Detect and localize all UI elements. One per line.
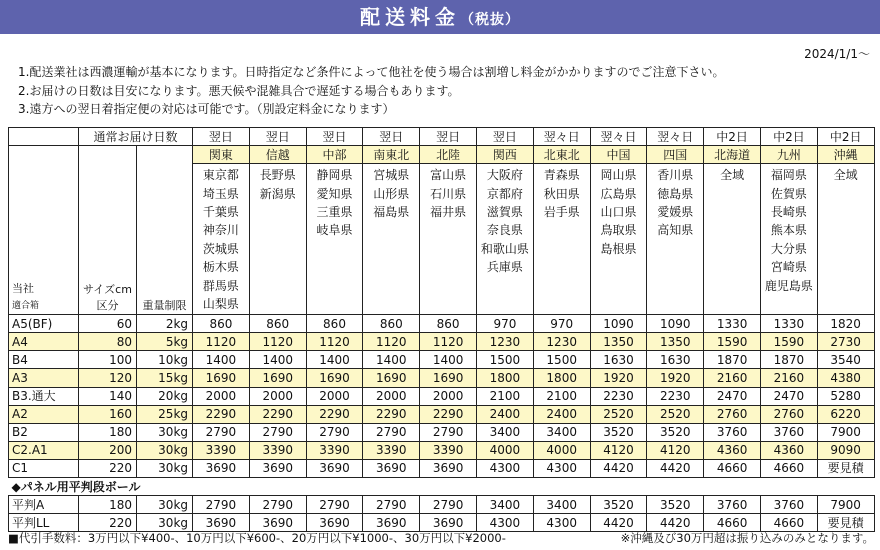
prefecture: 埼玉県	[202, 186, 239, 201]
panel-section-row	[9, 478, 875, 496]
rate-row	[9, 441, 875, 459]
prefecture: 熊本県	[770, 223, 807, 238]
price: 2790	[193, 423, 250, 441]
price: 970	[477, 315, 534, 333]
price: 3690	[249, 459, 306, 477]
weight-limit: 30kg	[137, 514, 193, 532]
weight-limit: 30kg	[137, 459, 193, 477]
region-name: 南東北	[363, 146, 420, 164]
prefecture: 山形県	[373, 186, 410, 201]
price: 1800	[477, 369, 534, 387]
price: 9090	[817, 441, 874, 459]
prefecture: 長崎県	[770, 205, 807, 219]
price: 2000	[249, 387, 306, 405]
price: 4300	[533, 459, 590, 477]
price: 1330	[704, 315, 761, 333]
box-header	[9, 146, 79, 315]
okinawa-note: ※沖縄及び30万円超は振り込みのみとなります。	[620, 531, 874, 545]
box-type: B4	[9, 351, 79, 369]
panel-section-title: ◆パネル用平判段ボール	[9, 478, 875, 496]
price: 2100	[533, 387, 590, 405]
prefecture-list	[363, 164, 420, 315]
price: 3390	[193, 441, 250, 459]
price: 4380	[817, 369, 874, 387]
region-name: 北東北	[533, 146, 590, 164]
cod-fee-note: ■代引手数料：3万円以下¥400-、10万円以下¥600-、20万円以下¥1000-、30万円以下¥2000-	[8, 531, 506, 545]
price: 2790	[363, 496, 420, 514]
price: 2520	[647, 405, 704, 423]
prefecture: 新潟県	[259, 186, 296, 201]
size-class: 220	[79, 514, 137, 532]
prefecture: 和歌山県	[480, 241, 529, 256]
price: 4420	[647, 514, 704, 532]
weight-limit: 30kg	[137, 496, 193, 514]
prefecture: 長野県	[259, 168, 296, 183]
size-class: 60	[79, 315, 137, 333]
prefecture: 島根県	[600, 241, 637, 256]
price: 2790	[420, 496, 477, 514]
box-type: 平判A	[9, 496, 79, 514]
price: 2290	[420, 405, 477, 423]
delivery-days: 翌々日	[590, 128, 647, 146]
price: 1870	[760, 351, 817, 369]
price: 2160	[704, 369, 761, 387]
prefecture: 鳥取県	[600, 223, 637, 238]
price: 1630	[647, 351, 704, 369]
price: 3690	[420, 459, 477, 477]
prefecture-list	[704, 164, 761, 315]
size-class: 180	[79, 423, 137, 441]
weight-limit: 25kg	[137, 405, 193, 423]
prefecture: 岡山県	[600, 168, 637, 183]
price: 1090	[647, 315, 704, 333]
price: 1230	[533, 333, 590, 351]
price: 7900	[817, 423, 874, 441]
prefecture-list	[306, 164, 363, 315]
size-class: 100	[79, 351, 137, 369]
price: 3690	[193, 459, 250, 477]
price: 4300	[477, 514, 534, 532]
prefecture: 全域	[833, 168, 858, 183]
price: 860	[249, 315, 306, 333]
price: 3400	[477, 496, 534, 514]
effective-date: 2024/1/1～	[804, 47, 870, 61]
prefecture: 富山県	[430, 168, 467, 183]
price: 3390	[363, 441, 420, 459]
size-class: 80	[79, 333, 137, 351]
prefecture: 愛媛県	[657, 205, 694, 219]
region-name: 中国	[590, 146, 647, 164]
shipping-rate-table	[8, 127, 875, 532]
region-name: 九州	[760, 146, 817, 164]
price: 6220	[817, 405, 874, 423]
region-name: 中部	[306, 146, 363, 164]
price: 3520	[647, 423, 704, 441]
price: 2790	[249, 496, 306, 514]
price: 3690	[249, 514, 306, 532]
price: 2290	[249, 405, 306, 423]
price: 4120	[590, 441, 647, 459]
delivery-days: 中2日	[817, 128, 874, 146]
price: 1120	[193, 333, 250, 351]
price: 2290	[363, 405, 420, 423]
rate-row	[9, 333, 875, 351]
price: 4000	[477, 441, 534, 459]
delivery-days: 中2日	[760, 128, 817, 146]
delivery-days: 翌日	[249, 128, 306, 146]
price: 1350	[647, 333, 704, 351]
prefecture: 秋田県	[543, 186, 580, 201]
price: 4660	[704, 514, 761, 532]
prefecture-list	[193, 164, 250, 315]
price: 1920	[590, 369, 647, 387]
weight-limit: 30kg	[137, 441, 193, 459]
price: 970	[533, 315, 590, 333]
prefecture: 大阪府	[486, 168, 523, 183]
page-title-bar	[0, 0, 880, 34]
price: 860	[193, 315, 250, 333]
price: 2000	[306, 387, 363, 405]
price: 2470	[704, 387, 761, 405]
price: 2290	[193, 405, 250, 423]
price: 860	[363, 315, 420, 333]
price: 3400	[533, 423, 590, 441]
region-name: 関東	[193, 146, 250, 164]
days-label: 通常お届け日数	[79, 128, 193, 146]
price: 2790	[249, 423, 306, 441]
prefecture: 山梨県	[202, 297, 239, 312]
note-3: 3.遠方への翌日着指定便の対応は可能です。（別設定料金になります）	[18, 102, 395, 116]
prefecture: 徳島県	[657, 186, 694, 201]
prefecture: 神奈川	[202, 223, 239, 238]
corner-cell	[9, 128, 79, 146]
weight-limit: 5kg	[137, 333, 193, 351]
price: 1400	[193, 351, 250, 369]
price: 4300	[533, 514, 590, 532]
price: 4660	[704, 459, 761, 477]
price: 1120	[420, 333, 477, 351]
weight-limit: 15kg	[137, 369, 193, 387]
size-class: 140	[79, 387, 137, 405]
region-name: 信越	[249, 146, 306, 164]
price: 要見積	[817, 459, 874, 477]
prefecture: 福岡県	[770, 168, 807, 183]
rate-row	[9, 387, 875, 405]
size-class: 220	[79, 459, 137, 477]
delivery-days: 翌日	[477, 128, 534, 146]
prefecture: 高知県	[657, 223, 694, 238]
price: 2790	[306, 496, 363, 514]
price: 1400	[306, 351, 363, 369]
rate-row	[9, 351, 875, 369]
price: 2290	[306, 405, 363, 423]
prefecture-list	[420, 164, 477, 315]
price: 4660	[760, 514, 817, 532]
region-name: 北海道	[704, 146, 761, 164]
prefecture: 兵庫県	[486, 260, 523, 275]
price: 2230	[590, 387, 647, 405]
prefecture-list	[249, 164, 306, 315]
prefecture: 宮城県	[373, 168, 410, 183]
prefecture-list	[760, 164, 817, 315]
size-label: サイズcm	[83, 283, 132, 297]
price: 1230	[477, 333, 534, 351]
region-name: 北陸	[420, 146, 477, 164]
weight-limit: 20kg	[137, 387, 193, 405]
price: 3690	[420, 514, 477, 532]
size-class: 120	[79, 369, 137, 387]
delivery-days: 翌日	[306, 128, 363, 146]
price: 1120	[306, 333, 363, 351]
prefecture: 千葉県	[202, 205, 239, 219]
price: 1870	[704, 351, 761, 369]
price: 2230	[647, 387, 704, 405]
prefecture: 全域	[720, 168, 745, 183]
price: 3690	[363, 514, 420, 532]
price: 3760	[704, 423, 761, 441]
price: 3690	[193, 514, 250, 532]
prefecture: 福島県	[373, 205, 410, 219]
box-type: A3	[9, 369, 79, 387]
price: 5280	[817, 387, 874, 405]
page-subtitle: （税抜）	[460, 12, 520, 28]
prefecture: 大分県	[770, 241, 807, 256]
notes	[18, 63, 725, 119]
page-title: 配送料金	[360, 5, 460, 29]
box-type: A2	[9, 405, 79, 423]
price: 2470	[760, 387, 817, 405]
box-type: C1	[9, 459, 79, 477]
price: 3390	[306, 441, 363, 459]
footer	[8, 530, 874, 546]
price: 1500	[533, 351, 590, 369]
price: 2790	[420, 423, 477, 441]
weight-limit: 30kg	[137, 423, 193, 441]
price: 1330	[760, 315, 817, 333]
price: 3390	[249, 441, 306, 459]
price: 3520	[590, 496, 647, 514]
price: 3400	[477, 423, 534, 441]
price: 2000	[363, 387, 420, 405]
box-type: A5(BF)	[9, 315, 79, 333]
price: 860	[420, 315, 477, 333]
prefecture: 山口県	[600, 205, 637, 219]
price: 3690	[306, 514, 363, 532]
price: 1690	[249, 369, 306, 387]
prefecture: 香川県	[657, 168, 694, 183]
prefecture: 栃木県	[202, 260, 239, 275]
prefecture: 三重県	[316, 205, 353, 219]
prefecture: 茨城県	[202, 241, 239, 256]
price: 2400	[477, 405, 534, 423]
price: 3690	[306, 459, 363, 477]
price: 3760	[704, 496, 761, 514]
price: 4420	[590, 459, 647, 477]
price: 2790	[363, 423, 420, 441]
price: 4120	[647, 441, 704, 459]
price: 1350	[590, 333, 647, 351]
region-name: 関西	[477, 146, 534, 164]
price: 3390	[420, 441, 477, 459]
price: 1690	[306, 369, 363, 387]
prefecture: 石川県	[430, 186, 467, 201]
prefecture: 広島県	[600, 186, 637, 201]
prefecture: 奈良県	[486, 223, 523, 238]
size-class: 160	[79, 405, 137, 423]
price: 2790	[193, 496, 250, 514]
price: 4300	[477, 459, 534, 477]
price: 要見積	[817, 514, 874, 532]
price: 1120	[249, 333, 306, 351]
price: 1400	[249, 351, 306, 369]
box-type: A4	[9, 333, 79, 351]
price: 3520	[590, 423, 647, 441]
delivery-days: 翌日	[193, 128, 250, 146]
price: 2730	[817, 333, 874, 351]
rate-row	[9, 405, 875, 423]
rate-row	[9, 369, 875, 387]
prefecture: 岩手県	[543, 205, 580, 219]
note-1: 1.配送業社は西濃運輸が基本になります。日時指定など条件によって他社を使う場合は割増し料金がかかりますのでご注意下さい。	[18, 65, 725, 79]
prefecture-list	[533, 164, 590, 315]
weight-limit: 2kg	[137, 315, 193, 333]
prefecture: 岐阜県	[316, 223, 353, 238]
prefecture: 佐賀県	[770, 186, 807, 201]
rate-row	[9, 496, 875, 514]
prefecture: 静岡県	[316, 168, 353, 183]
price: 1400	[363, 351, 420, 369]
note-2: 2.お届けの日数は目安になります。悪天候や混雑具合で遅延する場合もあります。	[18, 83, 460, 98]
rate-row	[9, 459, 875, 477]
delivery-days: 翌々日	[647, 128, 704, 146]
prefecture: 青森県	[543, 168, 580, 183]
price: 2000	[193, 387, 250, 405]
price: 1590	[760, 333, 817, 351]
prefecture: 京都府	[486, 186, 523, 201]
rate-row	[9, 315, 875, 333]
price: 3520	[647, 496, 704, 514]
prefecture-list	[817, 164, 874, 315]
price: 2790	[306, 423, 363, 441]
price: 2760	[704, 405, 761, 423]
prefecture: 福井県	[430, 205, 467, 219]
size-sublabel: 区分	[96, 299, 119, 313]
price: 1500	[477, 351, 534, 369]
prefecture-list	[477, 164, 534, 315]
prefecture-list	[590, 164, 647, 315]
rate-row	[9, 423, 875, 441]
box-label: 当社	[12, 282, 34, 296]
price: 1690	[193, 369, 250, 387]
size-class: 200	[79, 441, 137, 459]
price: 860	[306, 315, 363, 333]
price: 1800	[533, 369, 590, 387]
price: 2000	[420, 387, 477, 405]
delivery-days: 中2日	[704, 128, 761, 146]
delivery-days: 翌日	[420, 128, 477, 146]
delivery-days: 翌々日	[533, 128, 590, 146]
header-row-regions	[9, 146, 875, 164]
price: 1920	[647, 369, 704, 387]
header-row-days	[9, 128, 875, 146]
box-type: B2	[9, 423, 79, 441]
box-type: 平判LL	[9, 514, 79, 532]
price: 1630	[590, 351, 647, 369]
price: 1090	[590, 315, 647, 333]
price: 1690	[420, 369, 477, 387]
size-header	[79, 146, 137, 315]
price: 3400	[533, 496, 590, 514]
region-name: 沖縄	[817, 146, 874, 164]
weight-label: 重量制限	[142, 299, 187, 313]
price: 4420	[590, 514, 647, 532]
prefecture: 愛知県	[316, 186, 353, 201]
price: 4360	[704, 441, 761, 459]
price: 1590	[704, 333, 761, 351]
price: 2400	[533, 405, 590, 423]
prefecture-list	[647, 164, 704, 315]
region-name: 四国	[647, 146, 704, 164]
prefecture: 群馬県	[202, 278, 239, 293]
price: 4660	[760, 459, 817, 477]
price: 3760	[760, 423, 817, 441]
delivery-days: 翌日	[363, 128, 420, 146]
box-type: B3.通大	[9, 387, 79, 405]
prefecture: 滋賀県	[486, 205, 523, 219]
weight-limit: 10kg	[137, 351, 193, 369]
price: 2520	[590, 405, 647, 423]
price: 3690	[363, 459, 420, 477]
price: 1400	[420, 351, 477, 369]
price: 4360	[760, 441, 817, 459]
price: 2760	[760, 405, 817, 423]
prefecture: 鹿児島県	[764, 278, 813, 293]
box-sublabel: 適合箱	[12, 301, 40, 312]
price: 7900	[817, 496, 874, 514]
price: 3760	[760, 496, 817, 514]
price: 4000	[533, 441, 590, 459]
size-class: 180	[79, 496, 137, 514]
price: 1120	[363, 333, 420, 351]
price: 1820	[817, 315, 874, 333]
price: 3540	[817, 351, 874, 369]
price: 2160	[760, 369, 817, 387]
weight-header	[137, 146, 193, 315]
box-type: C2.A1	[9, 441, 79, 459]
prefecture: 東京都	[202, 168, 239, 183]
price: 1690	[363, 369, 420, 387]
price: 2100	[477, 387, 534, 405]
price: 4420	[647, 459, 704, 477]
prefecture: 宮崎県	[770, 260, 807, 275]
